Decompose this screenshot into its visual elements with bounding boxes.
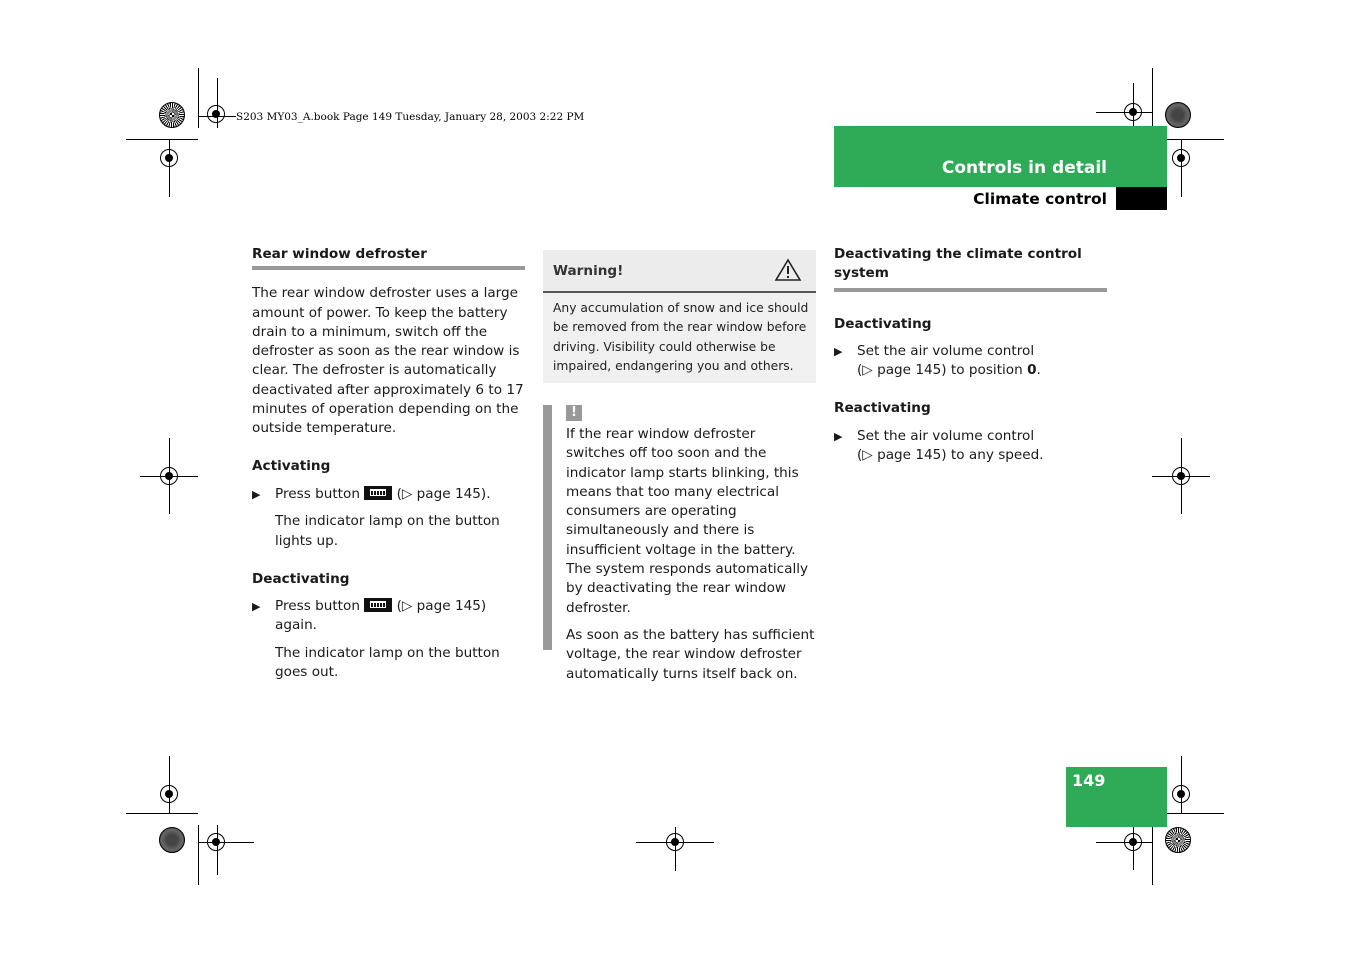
deactivating-result: The indicator lamp on the button goes out. xyxy=(275,644,500,681)
deactivating-step: ▶ Press button (▷ page 145) again. xyxy=(252,598,487,634)
deactivating-step: ▶ Set the air volume control (▷ page 145) to position 0. xyxy=(834,342,1041,379)
heading-rule xyxy=(252,266,525,270)
intro-text: The rear window defroster uses a large amount of power. To keep the battery drain to a minimum, switch off the defroster as soon as the rear window is clear. The defroster is automatically deactivated after approximately 6 to 17 minutes of operation depending on the outside temperature. xyxy=(252,285,524,437)
warning-text: Any accumulation of snow and ice should be removed from the rear window before driving. Visibility could otherwise be impaired, endangering you and others. xyxy=(553,301,809,373)
note-paragraph-2: As soon as the battery has sufficient voltage, the rear window defroster automatically turns itself back on. xyxy=(566,626,815,682)
deactivating-heading: Deactivating xyxy=(252,570,350,587)
bullet-icon: ▶ xyxy=(252,600,261,614)
note-paragraph-1: If the rear window defroster switches off too soon and the indicator lamp starts blinking, this means that too many electrical consumers are operating simultaneously and there is insufficient voltage in the battery. The system responds automatically by deactivating the rear window defroster. xyxy=(566,426,809,616)
note-content xyxy=(566,425,816,684)
activating-result: The indicator lamp on the button lights up. xyxy=(275,513,500,549)
bullet-icon: ▶ xyxy=(834,429,843,443)
print-header: S203 MY03_A.book Page 149 Tuesday, January 28, 2003 2:22 PM xyxy=(236,111,585,123)
activating-step: ▶ Press button (▷ page 145). xyxy=(252,485,525,504)
deactivating-heading: Deactivating xyxy=(834,315,932,332)
right-column xyxy=(834,245,1107,465)
left-column xyxy=(252,245,525,682)
note-exclamation-icon: ! xyxy=(566,405,582,421)
rear-defroster-button-icon xyxy=(364,598,392,612)
heading-rule xyxy=(834,288,1107,292)
warning-triangle-icon xyxy=(774,258,802,282)
reactivating-heading: Reactivating xyxy=(834,400,931,417)
reactivating-step: ▶ Set the air volume control (▷ page 145) to any speed. xyxy=(834,427,1044,464)
climate-section-heading: Deactivating the climate control system xyxy=(834,246,1082,282)
bullet-icon: ▶ xyxy=(834,344,843,358)
section-title: Controls in detail xyxy=(941,158,1107,178)
subsection-title: Climate control xyxy=(973,190,1107,208)
page-number: 149 xyxy=(1072,771,1106,790)
rear-defroster-button-icon xyxy=(364,486,392,500)
warning-title: Warning! xyxy=(553,263,624,279)
activating-heading: Activating xyxy=(252,457,331,474)
bullet-icon: ▶ xyxy=(252,487,261,501)
note-bar xyxy=(543,405,552,650)
subsection-marker xyxy=(1116,187,1167,210)
section-heading: Rear window defroster xyxy=(252,246,427,262)
